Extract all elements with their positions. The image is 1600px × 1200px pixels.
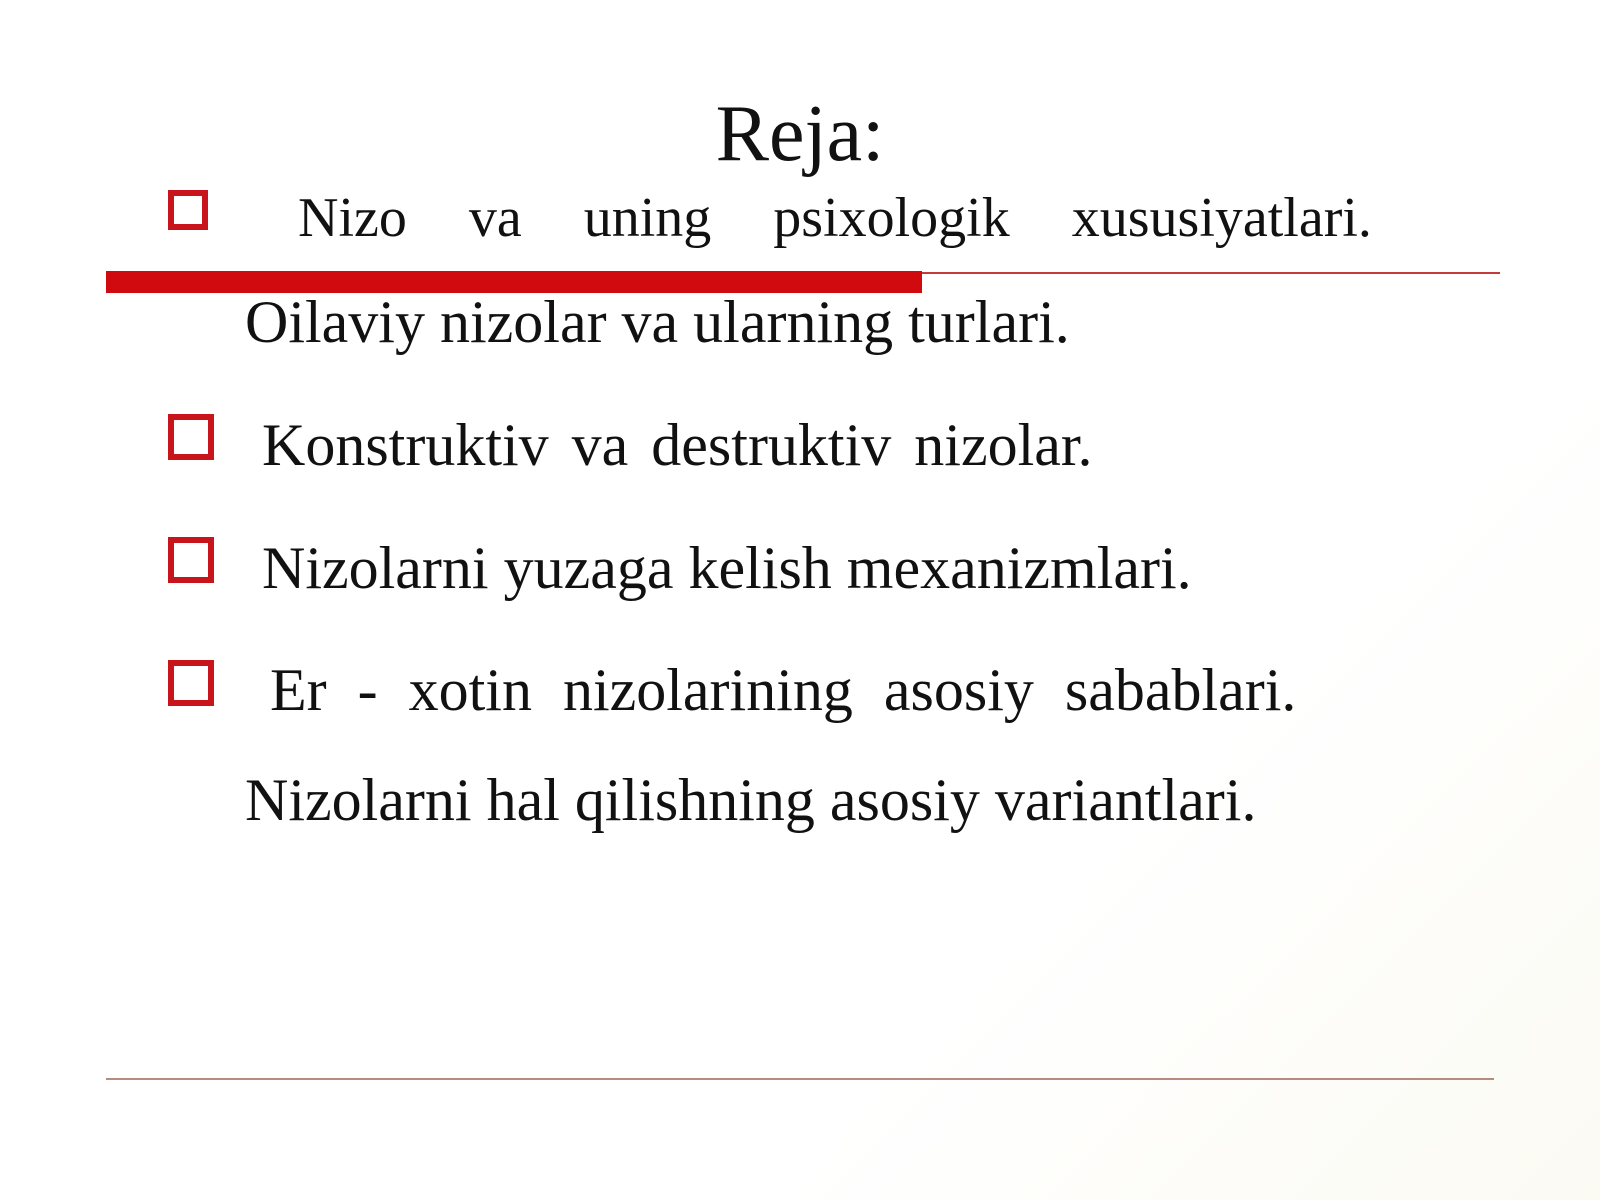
footer-divider [106, 1078, 1494, 1080]
slide-title: Reja: [715, 90, 885, 178]
list-item: Er - xotin nizolarining asosiy sabablari. [270, 657, 1297, 723]
hollow-square-icon [168, 190, 208, 230]
hollow-square-icon [168, 660, 214, 706]
hollow-square-icon [168, 414, 214, 460]
list-item: Nizolarni hal qilishning asosiy variantlari. [245, 767, 1257, 833]
list-item: Oilaviy nizolar va ularning turlari. [245, 289, 1070, 355]
list-item: Nizo va uning psixologik xususiyatlari. [298, 187, 1372, 249]
hollow-square-icon [168, 537, 214, 583]
list-item: Nizolarni yuzaga kelish mexanizmlari. [262, 535, 1192, 601]
list-item: Konstruktiv va destruktiv nizolar. [262, 412, 1093, 478]
